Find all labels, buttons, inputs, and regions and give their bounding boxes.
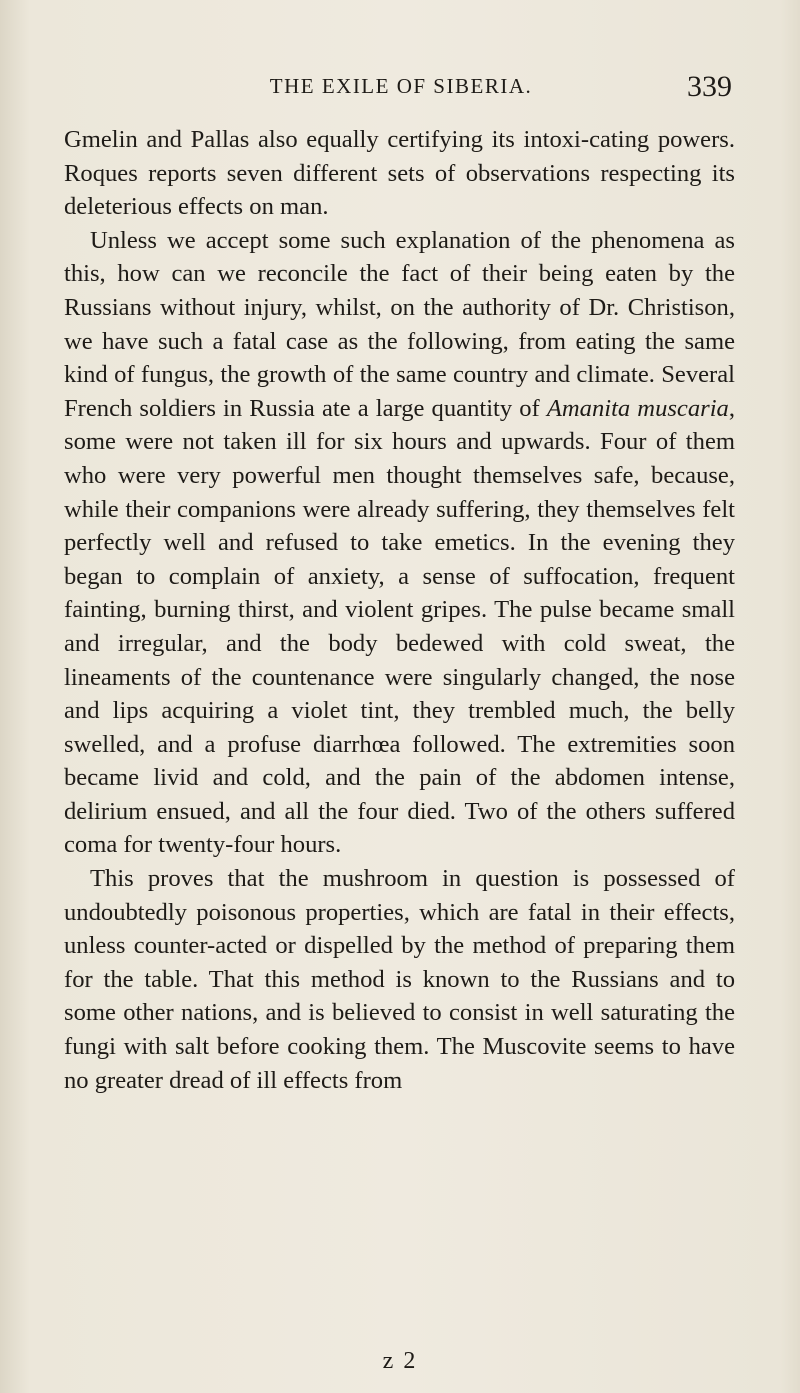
paragraph-2 — [64, 224, 735, 862]
page-number: 339 — [687, 70, 732, 103]
paragraph-1-text: Gmelin and Pallas also equally certifying its intoxi-cating powers. Roques reports seven different sets of observations respecting its deleterious effects on man. — [64, 126, 735, 221]
body-text — [64, 123, 735, 1097]
running-head: THE EXILE OF SIBERIA. — [269, 74, 533, 98]
paragraph-3-text: This proves that the mushroom in question is possessed of undoubtedly poisonous properties, which are fatal in their effects, unless counter-acted or dispelled by the method of preparing them for the table. That this method is known to the Russians and to some other nations, and is believed to consist in well saturating the fungi with salt before cooking them. The Muscovite seems to have no greater dread of ill effects from — [64, 865, 735, 1094]
species-name: Amanita muscaria — [546, 394, 729, 422]
paragraph-2-text-b: , some were not taken ill for six hours and upwards. Four of them who were very powerful men thought themselves safe, because, while their companions were already suffering, they themselves felt perfectly well and refused to take emetics. In the evening they began to complain of anxiety, a sense of suffocation, frequent fainting, burning thirst, and violent gripes. The pulse became small and irregular, and the body bedewed with cold sweat, the lineaments of the countenance were singularly changed, the nose and lips acquiring a violet tint, they trembled much, the belly swelled, and a profuse diarrhœa followed. The extremities soon became livid and cold, and the pain of the abdomen intense, delirium ensued, and all the four died. Two of the others suffered coma for twenty-four hours. — [64, 394, 736, 859]
page-header — [70, 70, 732, 114]
paragraph-2-text-a: Unless we accept some such explanation of the phenomena as this, how can we reconcile the fact of their being eaten by the Russians without injury, whilst, on the authority of Dr. Christison, we have such a fatal case as the following, from eating the same kind of fungus, the growth of the same country and climate. Several French soldiers in Russia ate a large quantity of — [64, 226, 735, 422]
paragraph-3 — [64, 862, 735, 1097]
signature-mark: z 2 — [382, 1348, 418, 1374]
paragraph-1 — [64, 123, 735, 224]
